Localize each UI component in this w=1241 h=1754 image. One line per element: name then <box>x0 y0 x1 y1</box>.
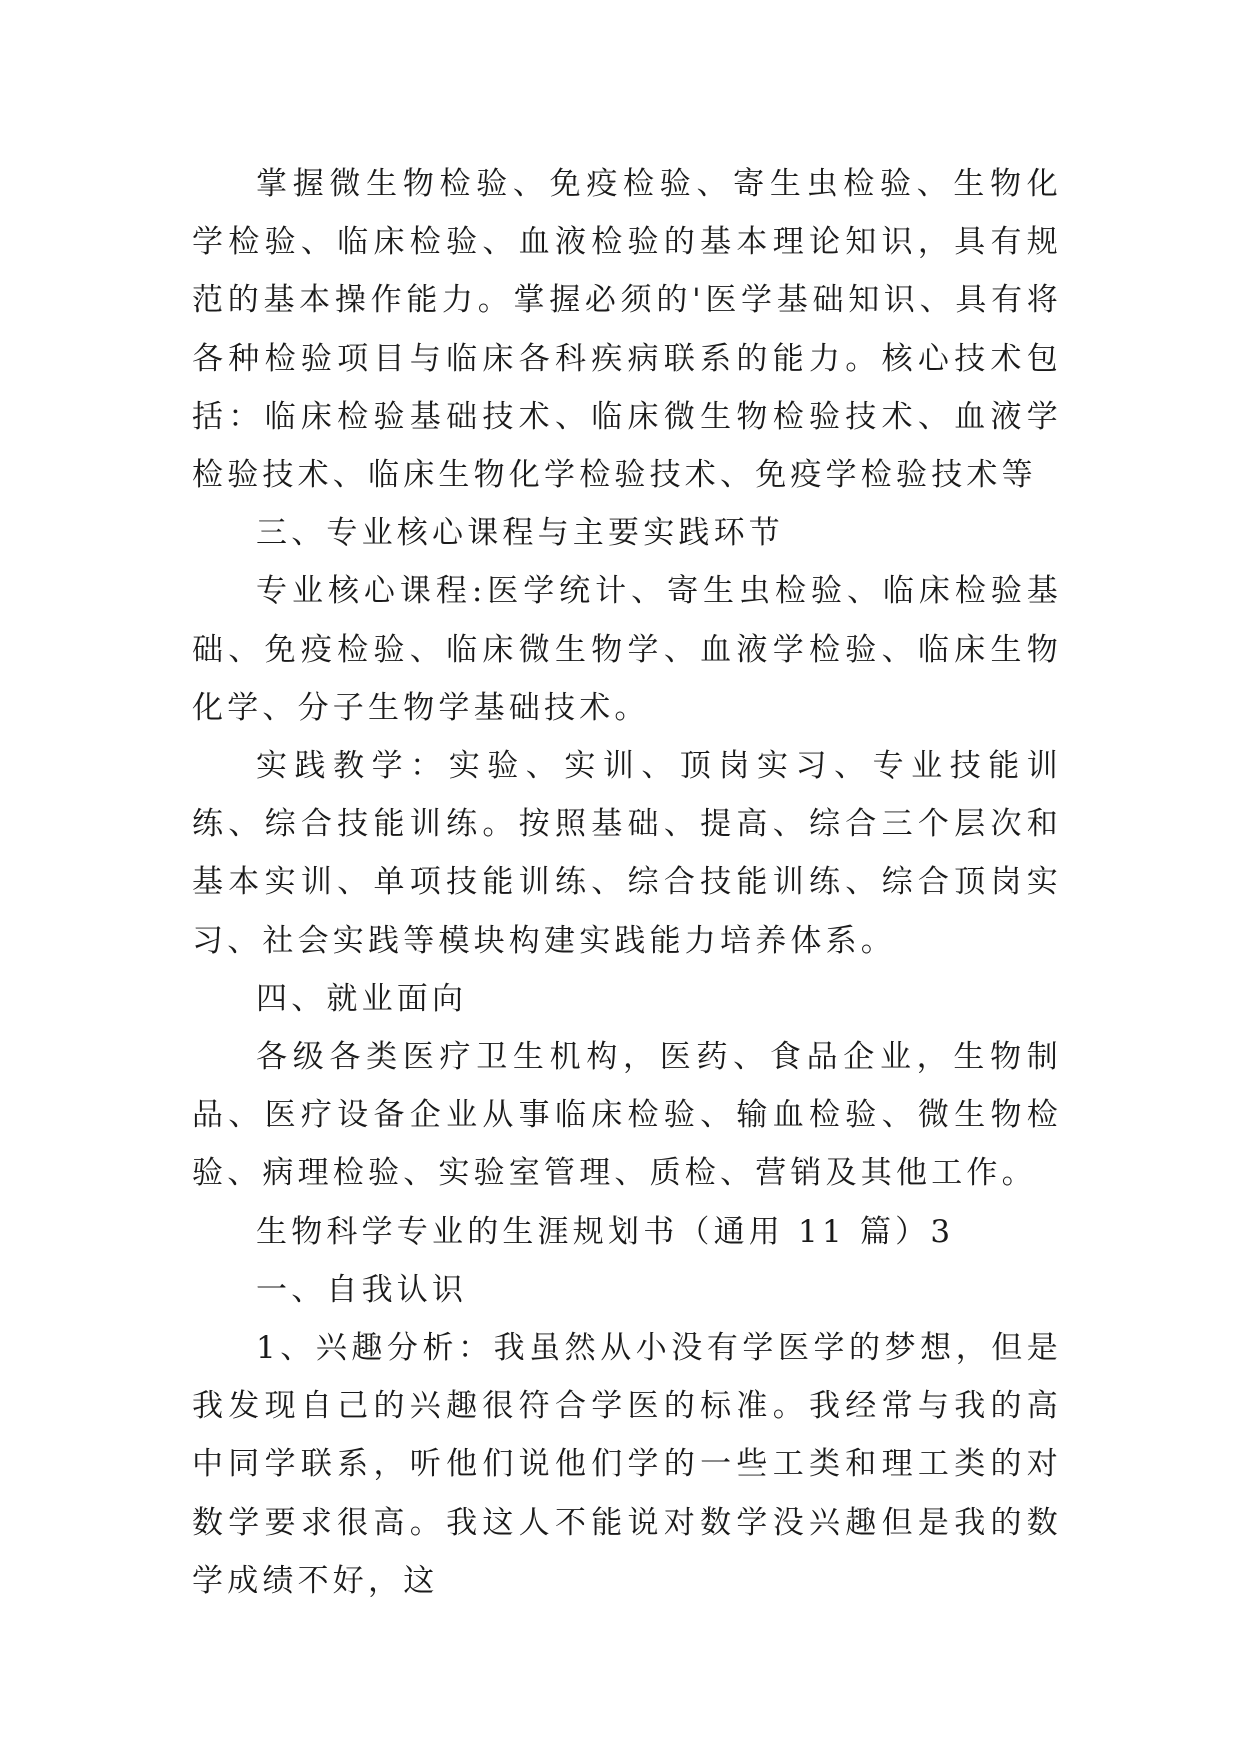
paragraph-skills: 掌握微生物检验、免疫检验、寄生虫检验、生物化学检验、临床检验、血液检验的基本理论知识，具有规范的基本操作能力。掌握必须的'医学基础知识、具有将各种检验项目与临床各科疾病联系的能力。核心技术包括：临床检验基础技术、临床微生物检验技术、血液学检验技术、临床生物化学检验技术、免疫学检验技术等 <box>192 166 1062 494</box>
heading-self-awareness: 一、自我认识 <box>256 1271 468 1308</box>
paragraph-employment: 各级各类医疗卫生机构，医药、食品企业，生物制品、医疗设备企业从事临床检验、输血检验、微生物检验、病理检验、实验室管理、质检、营销及其他工作。 <box>192 1039 1062 1192</box>
article-title: 生物科学专业的生涯规划书（通用 11 篇）3 <box>256 1213 955 1250</box>
document-body <box>192 155 1062 1610</box>
heading-employment: 四、就业面向 <box>256 980 468 1017</box>
heading-core-courses: 三、专业核心课程与主要实践环节 <box>256 515 784 552</box>
paragraph-core-courses: 专业核心课程:医学统计、寄生虫检验、临床检验基础、免疫检验、临床微生物学、血液学检验、临床生物化学、分子生物学基础技术。 <box>192 573 1062 726</box>
paragraph-interest-analysis: 1、兴趣分析：我虽然从小没有学医学的梦想，但是我发现自己的兴趣很符合学医的标准。我经常与我的高中同学联系，听他们说他们学的一些工类和理工类的对数学要求很高。我这人不能说对数学没兴趣但是我的数学成绩不好，这 <box>192 1330 1062 1599</box>
paragraph-practice-teaching: 实践教学：实验、实训、顶岗实习、专业技能训练、综合技能训练。按照基础、提高、综合三个层次和基本实训、单项技能训练、综合技能训练、综合顶岗实习、社会实践等模块构建实践能力培养体系。 <box>192 748 1062 959</box>
